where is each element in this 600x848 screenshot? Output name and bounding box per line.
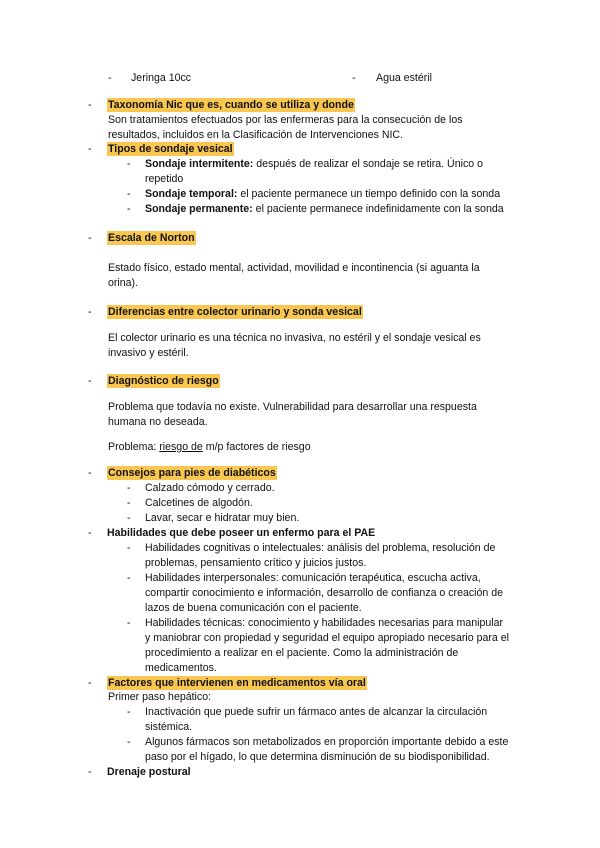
list-item-continuation: lazos de buena comunicación con el paciente. — [145, 602, 362, 614]
list-bullet: - — [127, 736, 131, 748]
list-bullet: - — [88, 467, 92, 479]
heading-consejos: Consejos para pies de diabéticos — [108, 467, 276, 479]
list-item: Inactivación que puede sufrir un fármaco antes de alcanzar la circulación — [145, 706, 488, 718]
list-bullet: - — [127, 542, 131, 554]
body-text: Estado físico, estado mental, actividad, movilidad e incontinencia (si aguanta la — [108, 262, 480, 274]
heading-habilidades: Habilidades que debe poseer un enfermo para el PAE — [107, 527, 376, 539]
list-item-continuation: medicamentos. — [145, 662, 217, 674]
body-text: resultados, incluidos en la Clasificación de Intervenciones NIC. — [108, 129, 404, 141]
list-item: Sondaje intermitente: después de realizar el sondaje se retira. Único o — [145, 158, 483, 170]
list-item: Algunos fármacos son metabolizados en proporción importante debido a este — [145, 736, 509, 748]
list-bullet: - — [127, 188, 131, 200]
list-bullet: - — [88, 143, 92, 155]
list-item: Lavar, secar e hidratar muy bien. — [145, 512, 300, 524]
heading-diferencias: Diferencias entre colector urinario y sonda vesical — [108, 306, 362, 318]
list-bullet: - — [127, 572, 131, 584]
heading-factores: Factores que intervienen en medicamentos vía oral — [108, 677, 366, 689]
body-text: humana no deseada. — [108, 416, 208, 428]
diagnostico-formula: Problema: riesgo de m/p factores de riesgo — [108, 441, 311, 453]
list-item-jeringa: Jeringa 10cc — [131, 72, 192, 84]
list-item-continuation: problemas, pensamiento crítico y juicios justos. — [145, 557, 367, 569]
list-bullet: - — [352, 72, 356, 84]
list-bullet: - — [108, 72, 112, 84]
list-item: Habilidades interpersonales: comunicación terapéutica, escucha activa, — [145, 572, 481, 584]
list-item: Habilidades técnicas: conocimiento y habilidades necesarias para manipular — [145, 617, 504, 629]
list-bullet: - — [88, 375, 92, 387]
list-bullet: - — [127, 158, 131, 170]
list-bullet: - — [88, 677, 92, 689]
heading-diagnostico: Diagnóstico de riesgo — [108, 375, 219, 387]
body-text: El colector urinario es una técnica no invasiva, no estéril y el sondaje vesical es — [108, 332, 481, 344]
body-text: invasivo y estéril. — [108, 347, 189, 359]
list-item-continuation: repetido — [145, 173, 184, 185]
body-text: Problema que todavía no existe. Vulnerabilidad para desarrollar una respuesta — [108, 401, 477, 413]
list-item: Habilidades cognitivas o intelectuales: análisis del problema, resolución de — [145, 542, 496, 554]
list-bullet: - — [127, 497, 131, 509]
list-item: Sondaje temporal: el paciente permanece un tiempo definido con la sonda — [145, 188, 501, 200]
list-item: Sondaje permanente: el paciente permanece indefinidamente con la sonda — [145, 203, 504, 215]
list-bullet: - — [88, 766, 92, 778]
list-item-continuation: sistémica. — [145, 721, 193, 733]
body-text: Primer paso hepático: — [108, 691, 212, 703]
list-bullet: - — [127, 512, 131, 524]
list-bullet: - — [127, 706, 131, 718]
list-bullet: - — [127, 482, 131, 494]
list-bullet: - — [88, 232, 92, 244]
list-item-continuation: y maniobrar con propiedad y seguridad el equipo apropiado necesario para el — [145, 632, 509, 644]
heading-tipos-sondaje: Tipos de sondaje vesical — [108, 143, 233, 155]
list-bullet: - — [127, 203, 131, 215]
list-item: Calcetines de algodón. — [145, 497, 253, 509]
list-bullet: - — [127, 617, 131, 629]
list-bullet: - — [88, 99, 92, 111]
list-item-agua: Agua estéril — [376, 72, 432, 84]
list-bullet: - — [88, 527, 92, 539]
list-item-continuation: procedimiento a realizar en el paciente. Como la administración de — [145, 647, 459, 659]
list-item-continuation: paso por el hígado, lo que determina disminución de su biodisponibilidad. — [145, 751, 490, 763]
body-text: orina). — [108, 277, 139, 289]
list-bullet: - — [88, 306, 92, 318]
list-item-continuation: compartir conocimiento e información, desarrollo de confianza o creación de — [145, 587, 504, 599]
heading-taxonomia: Taxonomía Nic que es, cuando se utiliza y donde — [108, 99, 354, 111]
body-text: Son tratamientos efectuados por las enfermeras para la consecución de los — [108, 114, 463, 126]
list-item: Calzado cómodo y cerrado. — [145, 482, 275, 494]
heading-norton: Escala de Norton — [108, 232, 195, 244]
heading-drenaje: Drenaje postural — [107, 766, 191, 778]
